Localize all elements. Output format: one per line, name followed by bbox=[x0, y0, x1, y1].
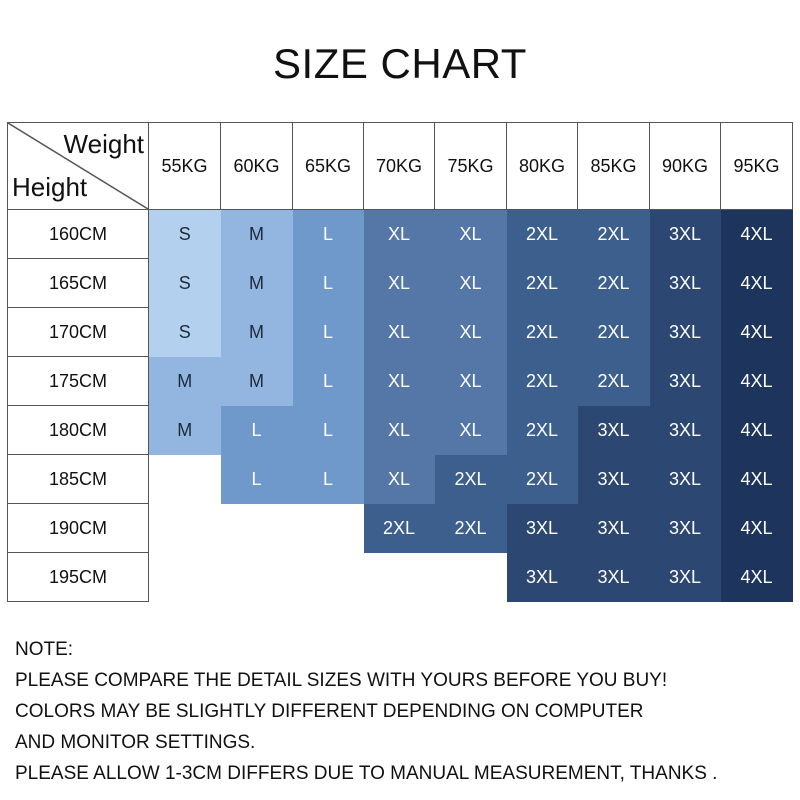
size-cell: 2XL bbox=[435, 455, 507, 504]
size-cell: 4XL bbox=[721, 357, 793, 406]
size-cell: 3XL bbox=[650, 455, 721, 504]
corner-diagonal bbox=[8, 123, 148, 209]
size-cell: 2XL bbox=[435, 504, 507, 553]
size-cell: XL bbox=[435, 210, 507, 259]
size-cell: L bbox=[293, 455, 364, 504]
size-cell: 3XL bbox=[650, 504, 721, 553]
corner-header-cell bbox=[8, 123, 149, 210]
note-heading: NOTE: bbox=[15, 639, 74, 660]
size-cell: S bbox=[149, 210, 221, 259]
weight-header-cell: 80KG bbox=[507, 123, 578, 210]
weight-header-cell: 85KG bbox=[578, 123, 650, 210]
note-line: AND MONITOR SETTINGS. bbox=[15, 732, 256, 753]
height-header-cell: 185CM bbox=[8, 455, 149, 504]
size-cell: S bbox=[149, 259, 221, 308]
weight-header-cell: 75KG bbox=[435, 123, 507, 210]
table-row bbox=[8, 357, 793, 406]
size-cell: XL bbox=[364, 210, 435, 259]
size-cell: 3XL bbox=[650, 308, 721, 357]
size-cell: M bbox=[221, 357, 293, 406]
size-cell: 3XL bbox=[650, 553, 721, 602]
height-header-cell: 170CM bbox=[8, 308, 149, 357]
note-line: COLORS MAY BE SLIGHTLY DIFFERENT DEPENDING ON COMPUTER bbox=[15, 701, 644, 722]
size-cell: XL bbox=[364, 308, 435, 357]
height-header-cell: 180CM bbox=[8, 406, 149, 455]
height-axis-label: Height bbox=[12, 172, 88, 202]
size-cell: 4XL bbox=[721, 259, 793, 308]
note-section bbox=[15, 634, 717, 789]
size-cell: L bbox=[293, 308, 364, 357]
size-cell: XL bbox=[435, 357, 507, 406]
size-cell: 2XL bbox=[507, 259, 578, 308]
weight-header-cell: 95KG bbox=[721, 123, 793, 210]
size-cell: 4XL bbox=[721, 455, 793, 504]
empty-cell bbox=[149, 553, 221, 602]
page-title: SIZE CHART bbox=[273, 40, 527, 87]
size-cell: XL bbox=[435, 259, 507, 308]
empty-cell bbox=[221, 504, 293, 553]
table-row bbox=[8, 553, 793, 602]
size-cell: 3XL bbox=[650, 210, 721, 259]
table-row bbox=[8, 210, 793, 259]
note-line: PLEASE COMPARE THE DETAIL SIZES WITH YOURS BEFORE YOU BUY! bbox=[15, 670, 668, 691]
size-cell: 3XL bbox=[578, 553, 650, 602]
height-header-cell: 190CM bbox=[8, 504, 149, 553]
weight-header-row bbox=[8, 123, 793, 210]
size-cell: L bbox=[293, 210, 364, 259]
size-cell: 3XL bbox=[578, 504, 650, 553]
size-cell: XL bbox=[435, 406, 507, 455]
empty-cell bbox=[293, 504, 364, 553]
size-chart-body bbox=[8, 123, 793, 602]
empty-cell bbox=[149, 504, 221, 553]
weight-header-cell: 55KG bbox=[149, 123, 221, 210]
size-cell: L bbox=[293, 259, 364, 308]
size-cell: L bbox=[293, 406, 364, 455]
size-cell: 2XL bbox=[507, 210, 578, 259]
size-cell: L bbox=[293, 357, 364, 406]
table-row bbox=[8, 504, 793, 553]
table-row bbox=[8, 406, 793, 455]
size-cell: 4XL bbox=[721, 553, 793, 602]
size-cell: 2XL bbox=[507, 455, 578, 504]
size-cell: XL bbox=[364, 455, 435, 504]
size-cell: M bbox=[221, 259, 293, 308]
weight-header-cell: 60KG bbox=[221, 123, 293, 210]
size-cell: 2XL bbox=[578, 308, 650, 357]
size-cell: 2XL bbox=[578, 210, 650, 259]
size-cell: 3XL bbox=[650, 259, 721, 308]
size-cell: 4XL bbox=[721, 210, 793, 259]
note-line: PLEASE ALLOW 1-3CM DIFFERS DUE TO MANUAL MEASUREMENT, THANKS . bbox=[15, 763, 718, 784]
size-cell: L bbox=[221, 455, 293, 504]
size-cell: 4XL bbox=[721, 406, 793, 455]
size-cell: 3XL bbox=[507, 504, 578, 553]
empty-cell bbox=[364, 553, 435, 602]
empty-cell bbox=[293, 553, 364, 602]
size-cell: M bbox=[221, 308, 293, 357]
size-cell: XL bbox=[364, 259, 435, 308]
size-cell: M bbox=[221, 210, 293, 259]
table-row bbox=[8, 455, 793, 504]
size-cell: 4XL bbox=[721, 504, 793, 553]
size-cell: XL bbox=[364, 357, 435, 406]
size-chart-table bbox=[7, 122, 793, 602]
height-header-cell: 175CM bbox=[8, 357, 149, 406]
size-cell: XL bbox=[435, 308, 507, 357]
size-cell: 3XL bbox=[650, 357, 721, 406]
size-cell: L bbox=[221, 406, 293, 455]
size-cell: 2XL bbox=[507, 308, 578, 357]
height-header-cell: 160CM bbox=[8, 210, 149, 259]
size-cell: 3XL bbox=[578, 406, 650, 455]
height-header-cell: 195CM bbox=[8, 553, 149, 602]
size-cell: 2XL bbox=[578, 357, 650, 406]
weight-header-cell: 70KG bbox=[364, 123, 435, 210]
weight-header-cell: 65KG bbox=[293, 123, 364, 210]
size-cell: 2XL bbox=[364, 504, 435, 553]
size-cell: S bbox=[149, 308, 221, 357]
table-row bbox=[8, 308, 793, 357]
size-cell: 2XL bbox=[507, 357, 578, 406]
empty-cell bbox=[149, 455, 221, 504]
size-cell: M bbox=[149, 406, 221, 455]
size-cell: XL bbox=[364, 406, 435, 455]
size-cell: M bbox=[149, 357, 221, 406]
size-cell: 3XL bbox=[650, 406, 721, 455]
weight-axis-label: Weight bbox=[63, 129, 144, 159]
table-row bbox=[8, 259, 793, 308]
size-cell: 4XL bbox=[721, 308, 793, 357]
size-cell: 3XL bbox=[578, 455, 650, 504]
empty-cell bbox=[221, 553, 293, 602]
weight-header-cell: 90KG bbox=[650, 123, 721, 210]
size-cell: 3XL bbox=[507, 553, 578, 602]
empty-cell bbox=[435, 553, 507, 602]
size-cell: 2XL bbox=[578, 259, 650, 308]
height-header-cell: 165CM bbox=[8, 259, 149, 308]
size-cell: 2XL bbox=[507, 406, 578, 455]
